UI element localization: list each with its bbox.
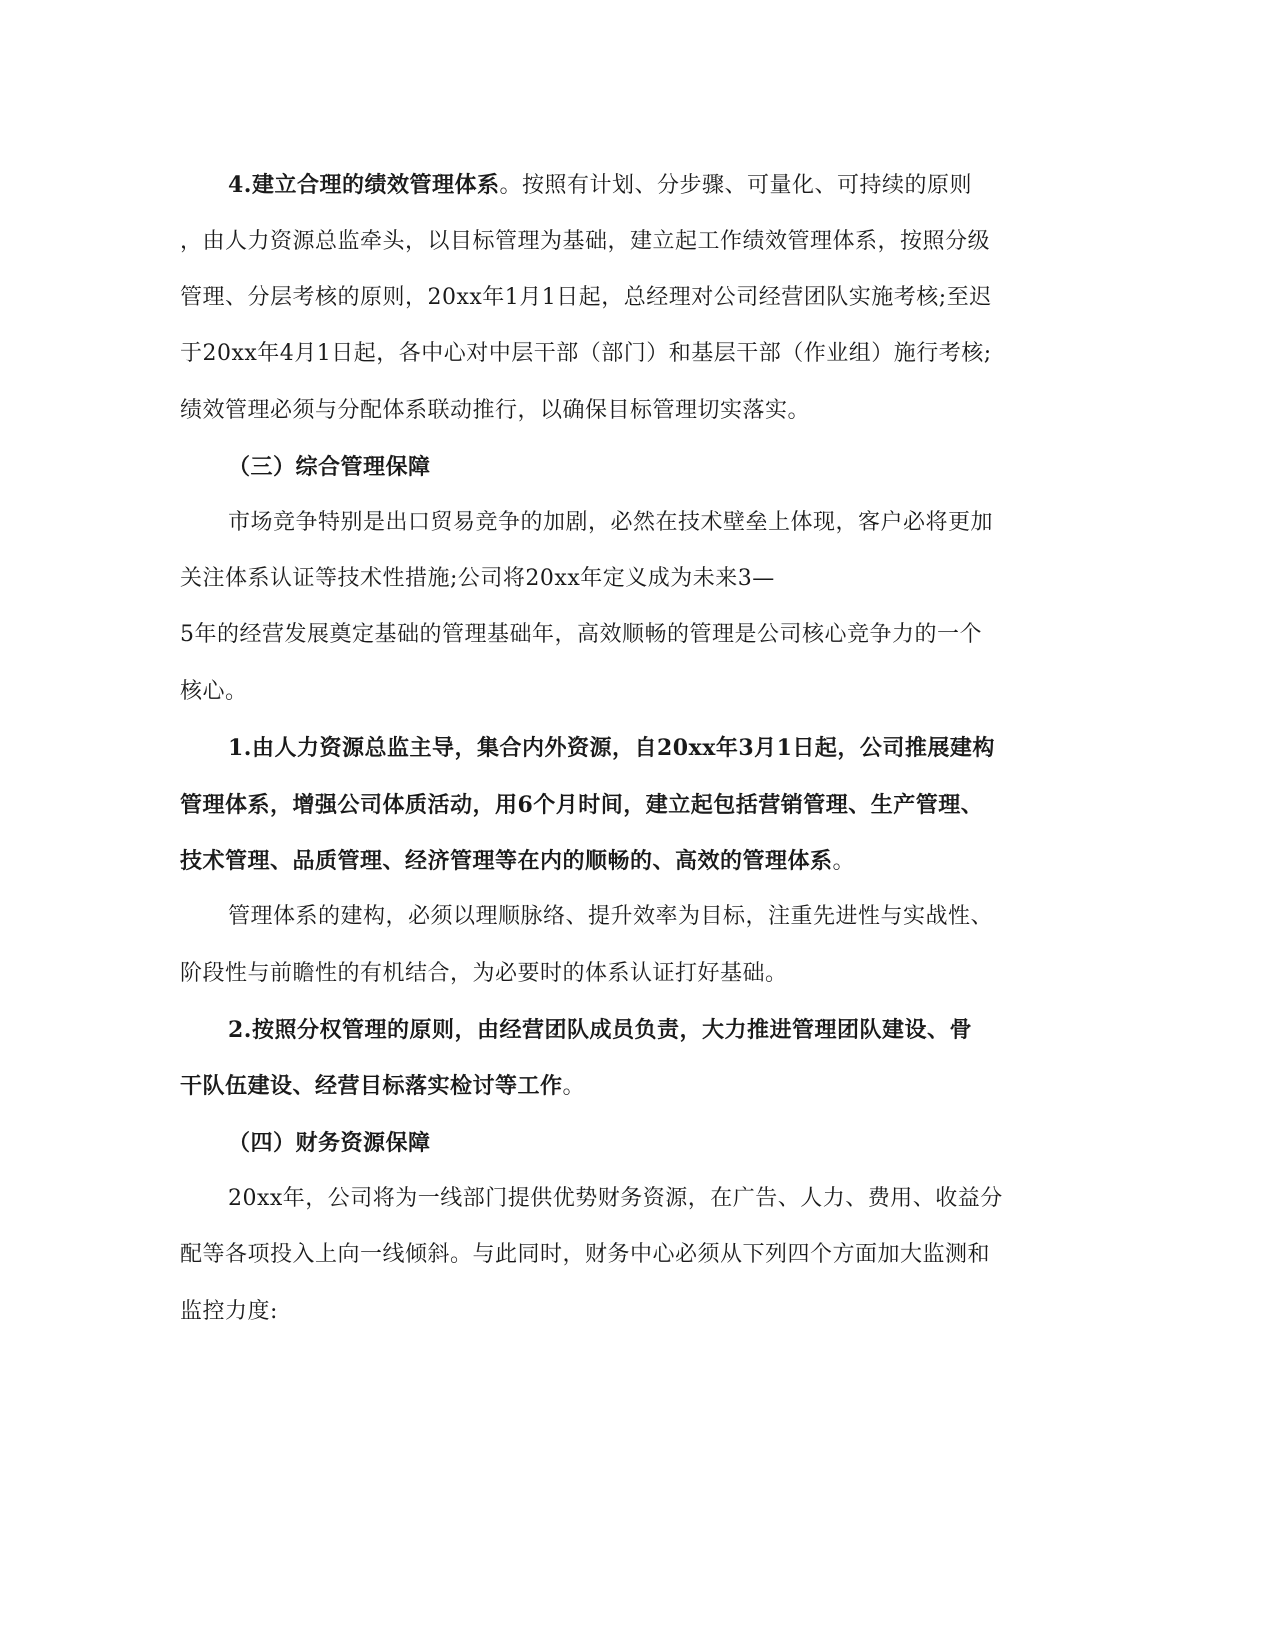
- paragraph-4-line-1: 20xx年，公司将为一线部门提供优势财务资源，在广告、人力、费用、收益分: [228, 1186, 1003, 1211]
- item-2-line-2-bold: 干队伍建设、经营目标落实检讨等工作: [180, 1073, 563, 1099]
- item-1-line-3: [180, 846, 855, 877]
- paragraph-1-line-2: ，由人力资源总监牵头，以目标管理为基础，建立起工作绩效管理体系，按照分级: [180, 229, 991, 254]
- paragraph-1-lead-rest: 。按照有计划、分步骤、可量化、可持续的原则: [499, 173, 972, 198]
- paragraph-2-line-2: 关注体系认证等技术性措施;公司将20xx年定义成为未来3—: [180, 566, 775, 591]
- item-2-line-1: 2.按照分权管理的原则，由经营团队成员负责，大力推进管理团队建设、骨: [228, 1017, 972, 1043]
- paragraph-1-line-4: 于20xx年4月1日起，各中心对中层干部（部门）和基层干部（作业组）施行考核;: [180, 341, 992, 366]
- paragraph-2-line-3: 5年的经营发展奠定基础的管理基础年，高效顺畅的管理是公司核心竞争力的一个: [180, 622, 982, 647]
- section-heading-4: （四）财务资源保障: [228, 1130, 431, 1156]
- item-1-line-1: 1.由人力资源总监主导，集合内外资源，自20xx年3月1日起，公司推展建构: [228, 735, 995, 761]
- item-1-line-2: 管理体系，增强公司体质活动，用6个月时间，建立起包括营销管理、生产管理、: [180, 792, 984, 818]
- item-1-tail: 。: [832, 849, 856, 874]
- paragraph-1-line-5: 绩效管理必须与分配体系联动推行，以确保目标管理切实落实。: [180, 398, 811, 423]
- paragraph-1-line-1: [228, 170, 972, 201]
- paragraph-3-line-2: 阶段性与前瞻性的有机结合，为必要时的体系认证打好基础。: [180, 961, 788, 986]
- paragraph-2-line-1: 市场竞争特别是出口贸易竞争的加剧，必然在技术壁垒上体现，客户必将更加: [228, 510, 994, 535]
- paragraph-4-line-3: 监控力度:: [180, 1299, 278, 1324]
- paragraph-1-lead-bold: 4.建立合理的绩效管理体系: [228, 172, 500, 198]
- paragraph-1-line-3: 管理、分层考核的原则，20xx年1月1日起，总经理对公司经营团队实施考核;至迟: [180, 285, 992, 310]
- item-2-tail: 。: [562, 1074, 586, 1099]
- paragraph-2-line-4: 核心。: [180, 679, 248, 704]
- item-2-line-2: [180, 1071, 585, 1102]
- section-heading-3: （三）综合管理保障: [228, 454, 431, 480]
- item-1-line-3-bold: 技术管理、品质管理、经济管理等在内的顺畅的、高效的管理体系: [180, 848, 833, 874]
- paragraph-3-line-1: 管理体系的建构，必须以理顺脉络、提升效率为目标，注重先进性与实战性、: [228, 904, 994, 929]
- paragraph-4-line-2: 配等各项投入上向一线倾斜。与此同时，财务中心必须从下列四个方面加大监测和: [180, 1242, 991, 1267]
